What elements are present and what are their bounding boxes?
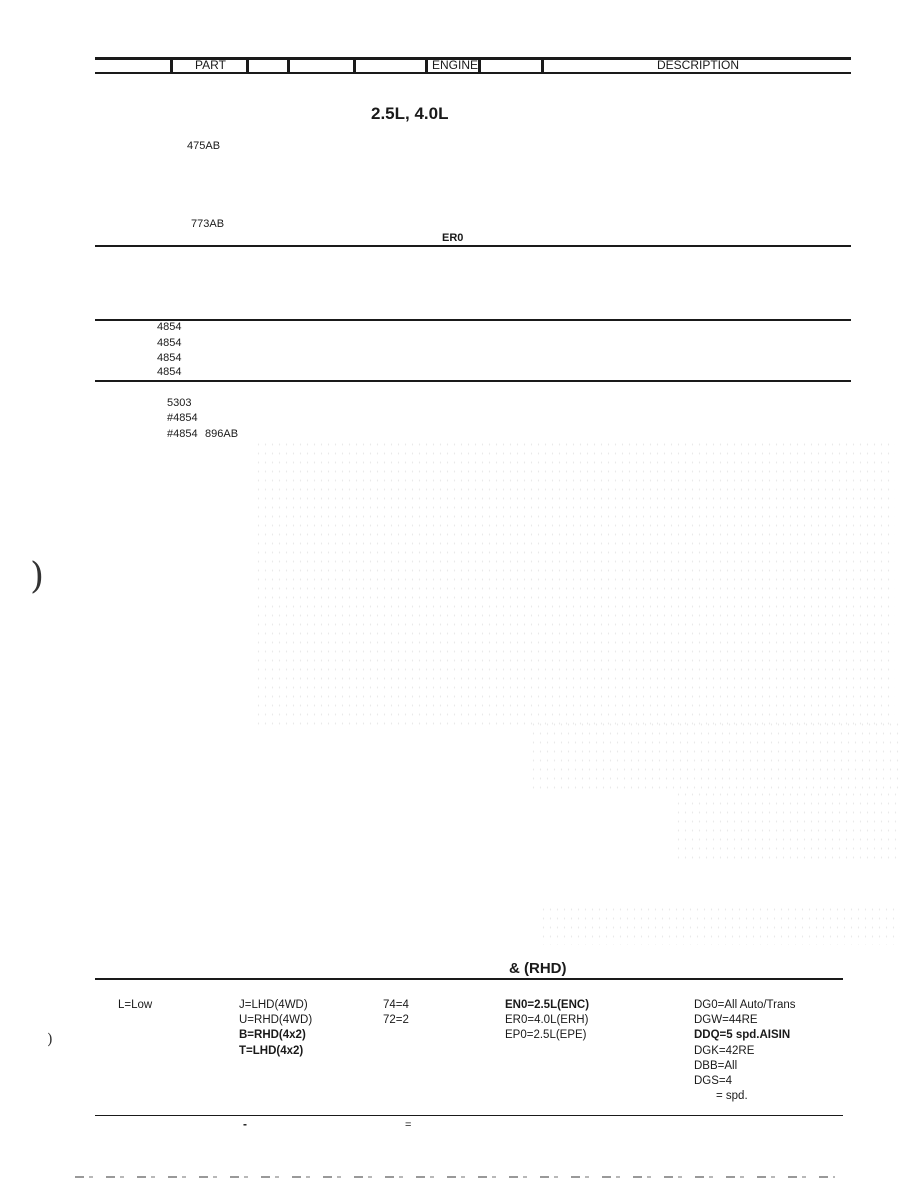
legend-title: & (RHD) xyxy=(509,960,567,977)
column-header-description: DESCRIPTION xyxy=(657,58,740,72)
part-number: 896AB xyxy=(205,428,239,440)
section-divider xyxy=(95,380,851,382)
legend-column-3 xyxy=(383,998,409,1028)
header-divider xyxy=(425,59,428,73)
engine-heading: 2.5L, 4.0L xyxy=(371,104,449,123)
legend-rule xyxy=(95,978,843,980)
header-divider xyxy=(541,59,544,73)
legend-entry: DGW=44RE xyxy=(694,1014,758,1027)
scan-noise xyxy=(675,790,900,860)
legend-entry: DGS=4 xyxy=(694,1075,733,1088)
engine-code: ER0 xyxy=(442,232,464,244)
legend-bottom-rule xyxy=(95,1115,843,1116)
legend-entry: 74=4 xyxy=(383,999,409,1011)
legend-entry: L=Low xyxy=(118,999,153,1011)
legend-column-1 xyxy=(118,998,152,1013)
part-number: 4854 xyxy=(157,321,182,333)
section-divider xyxy=(95,319,851,321)
part-number: 4854 xyxy=(157,337,182,349)
column-header-engine: ENGINE xyxy=(432,58,479,72)
legend-entry: T=LHD(4x2) xyxy=(239,1044,304,1057)
column-header-part: PART xyxy=(195,58,226,72)
header-divider xyxy=(478,59,481,73)
legend-entry: = spd. xyxy=(716,1090,748,1103)
legend-entry: B=RHD(4x2) xyxy=(239,1029,306,1042)
part-number: #4854 xyxy=(167,412,198,424)
header-divider xyxy=(170,59,173,73)
legend-entry: EP0=2.5L(EPE) xyxy=(505,1029,587,1042)
scan-noise xyxy=(530,720,900,790)
margin-mark: ) xyxy=(30,556,45,597)
section-divider xyxy=(95,245,851,247)
scan-noise xyxy=(255,440,895,725)
part-number: 475AB xyxy=(187,140,221,152)
margin-mark: ) xyxy=(47,1030,53,1048)
part-number: 4854 xyxy=(157,366,182,378)
footer-mark: - xyxy=(243,1117,247,1131)
footer-mark: = xyxy=(405,1119,412,1131)
part-number: 773AB xyxy=(191,218,225,230)
scan-noise xyxy=(540,905,900,945)
legend-column-5 xyxy=(694,998,796,1104)
part-number: 4854 xyxy=(157,352,182,364)
header-divider xyxy=(246,59,249,73)
legend-entry: DGK=42RE xyxy=(694,1044,755,1057)
part-number: 5303 xyxy=(167,397,192,409)
header-divider xyxy=(353,59,356,73)
legend-entry: U=RHD(4WD) xyxy=(239,1014,313,1027)
legend-column-4 xyxy=(505,998,589,1044)
legend-entry: ER0=4.0L(ERH) xyxy=(505,1014,589,1027)
legend-entry: DG0=All Auto/Trans xyxy=(694,999,796,1011)
legend-entry: DDQ=5 spd.AISIN xyxy=(694,1029,791,1042)
legend-entry: J=LHD(4WD) xyxy=(239,999,308,1011)
legend-column-2 xyxy=(239,998,312,1059)
header-bottom-rule xyxy=(95,72,851,74)
legend-entry: DBB=All xyxy=(694,1059,738,1072)
part-number: #4854 xyxy=(167,428,198,440)
scan-artifact-line xyxy=(75,1176,835,1178)
legend-entry: EN0=2.5L(ENC) xyxy=(505,999,590,1011)
legend-entry: 72=2 xyxy=(383,1014,409,1027)
header-divider xyxy=(287,59,290,73)
